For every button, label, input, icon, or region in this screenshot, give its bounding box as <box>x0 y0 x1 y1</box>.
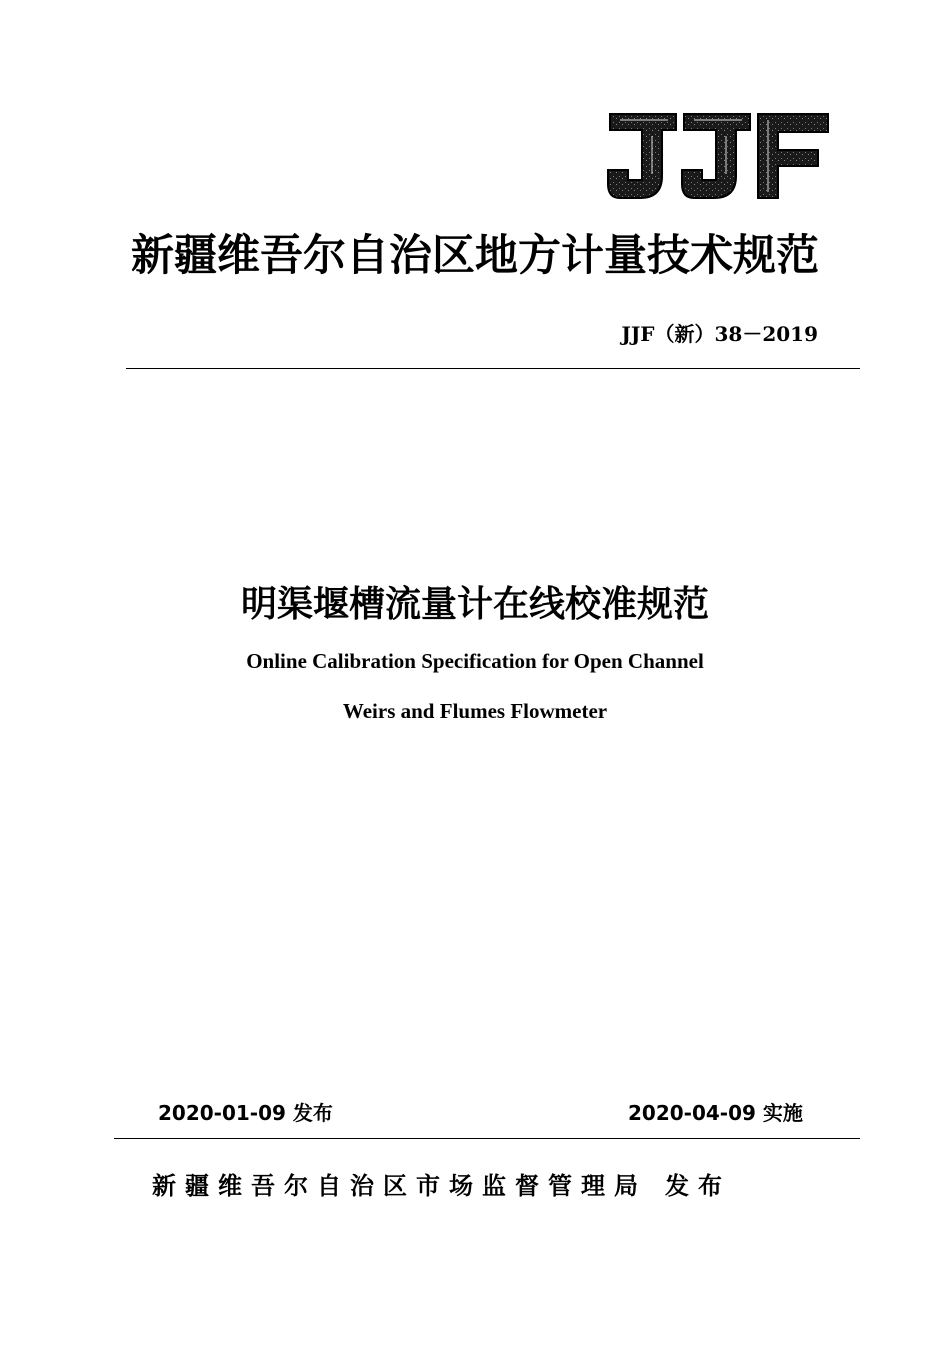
top-divider <box>126 368 860 369</box>
document-title-cn: 明渠堰槽流量计在线校准规范 <box>240 584 709 625</box>
publish-date: 2020-01-09 发布 <box>158 1101 333 1125</box>
publisher-suffix: 发布 <box>665 1172 731 1200</box>
document-title-en-line1: Online Calibration Specification for Open Channel <box>246 649 704 673</box>
publisher-name: 新疆维吾尔自治区市场监督管理局 <box>152 1172 647 1200</box>
standard-code: JJF（新）38－2019 <box>621 322 818 346</box>
publisher-line <box>152 1166 731 1201</box>
document-title-en-line2: Weirs and Flumes Flowmeter <box>342 699 608 723</box>
jjf-logo <box>606 108 830 202</box>
implement-date: 2020-04-09 实施 <box>628 1101 803 1125</box>
jjf-logo-graphic <box>606 108 830 202</box>
issuer-title: 新疆维吾尔自治区地方计量技术规范 <box>131 231 819 281</box>
bottom-divider <box>114 1138 860 1139</box>
